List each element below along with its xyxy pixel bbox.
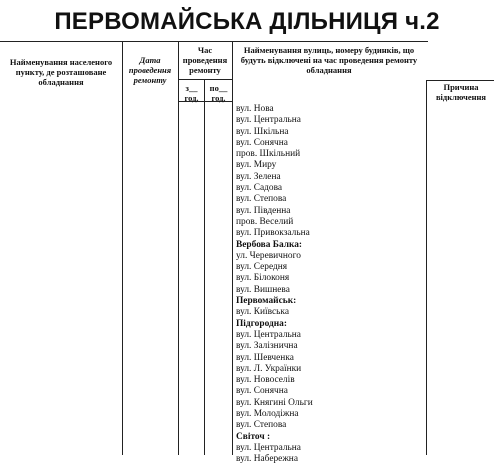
column-divider-5 [426, 80, 427, 455]
settlement-header: Найменування населеного пункту, де розташоване обладнання [9, 57, 113, 87]
street-item: вул. Молодіжна [236, 409, 299, 420]
street-item: вул. Білоконя [236, 273, 290, 284]
time-subheader-divider [178, 79, 232, 80]
settlement-heading: Підгородна: [236, 318, 287, 329]
street-item: вул. Миру [236, 160, 277, 171]
street-item: ул. Черевичного [236, 250, 301, 261]
streets-header: Найменування вулиць, номеру будинків, що будуть відключені на час проведення ремонту обладнання [240, 45, 418, 75]
reason-header: Причина відключення [435, 82, 487, 102]
date-header: Дата проведення ремонту [128, 55, 172, 85]
time-header: Час проведення ремонту [182, 45, 228, 75]
street-item: вул. Нова [236, 104, 274, 114]
street-item: вул. Центральна [236, 115, 301, 126]
street-item: вул. Центральна [236, 329, 301, 340]
street-item: вул. Шевченка [236, 352, 294, 363]
street-item: вул. Степова [236, 420, 287, 431]
street-item: вул. Сонячна [236, 137, 288, 148]
street-item: вул. Середня [236, 262, 288, 273]
street-item: пров. Веселий [236, 216, 294, 227]
street-item: вул. Вишнева [236, 284, 290, 295]
street-item: вул. Зелена [236, 171, 281, 182]
street-item: вул. Набережна [236, 454, 298, 465]
column-divider-4 [232, 41, 233, 455]
column-divider-2 [178, 41, 179, 455]
table-top-border [0, 41, 428, 42]
settlement-heading: Вербова Балка: [236, 239, 303, 250]
street-item: вул. Південна [236, 205, 291, 216]
column-divider-3 [204, 80, 205, 455]
time-from-header: з__ год. [184, 83, 199, 103]
settlement-heading: Світоч : [236, 431, 271, 442]
street-item: вул. Залізнична [236, 341, 298, 352]
street-item: вул. Привокзальна [236, 228, 310, 239]
street-item: вул. Степова [236, 194, 287, 205]
street-item: вул. Л. Українки [236, 363, 302, 374]
street-item: вул. Княгині Ольги [236, 397, 313, 408]
settlement-heading: Первомайськ: [236, 296, 297, 307]
street-item: вул. Центральна [236, 442, 301, 453]
street-item: вул. Сонячна [236, 386, 288, 397]
time-to-header: по__ год. [209, 83, 228, 103]
reason-header-border [426, 80, 494, 81]
street-item: вул. Київська [236, 307, 290, 318]
column-divider-1 [122, 41, 123, 455]
street-item: вул. Садова [236, 183, 283, 194]
street-item: вул. Новоселів [236, 375, 295, 386]
street-list [236, 104, 426, 466]
page-title: ПЕРВОМАЙСЬКА ДІЛЬНИЦЯ ч.2 [54, 8, 440, 35]
street-item: пров. Шкільний [236, 149, 301, 160]
street-item: вул. Шкільна [236, 126, 289, 137]
